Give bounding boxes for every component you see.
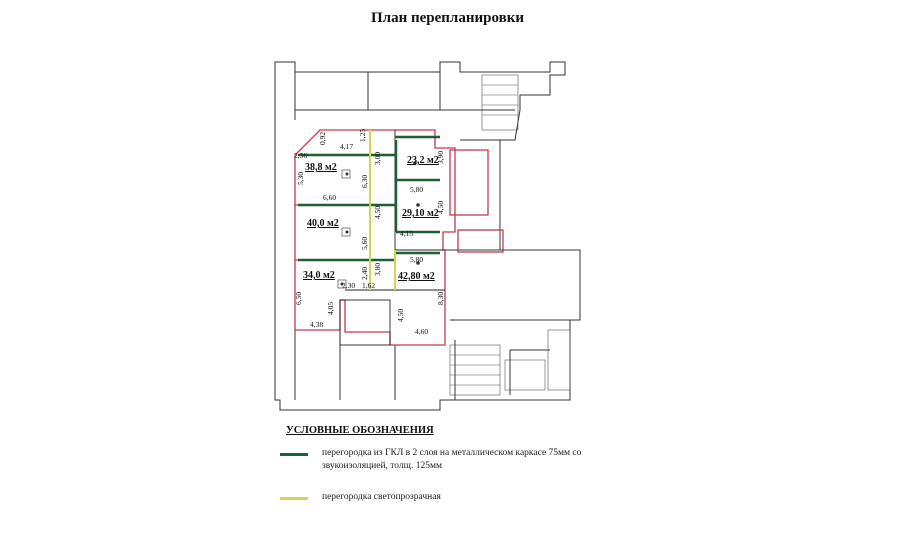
dimension-label: 4,60 [415,327,429,336]
dimension-label: 5,60 [360,236,369,250]
dimension-label: 1,25 [358,128,367,142]
dimension-label: 3,00 [373,151,382,165]
dimension-label: 6,60 [323,193,337,202]
dimension-label: 5,80 [410,255,424,264]
dimension-label: 2,30 [342,281,356,290]
floor-plan-page [250,0,645,550]
dimension-label: 6,50 [294,291,303,305]
dimension-label: 6,30 [360,174,369,188]
dimension-label: 2,40 [360,266,369,280]
dimension-label: 4,05 [326,301,335,315]
dimension-label: 5,80 [410,185,424,194]
page-title: План перепланировки [371,10,524,26]
staircases [450,75,570,395]
legend-item-label: перегородка из ГКЛ в 2 слоя на металлическом каркасе 75мм со звукоизоляцией, толщ. 125мм [322,448,582,471]
dimension-label: 3,90 [436,150,445,164]
room-area-label: 40,0 м2 [307,218,339,229]
glass-partition-swatch [280,497,308,500]
floor-plan-drawing [250,0,645,420]
room-area-label: 23,2 м2 [407,155,439,166]
dimension-label: 2,56 [294,151,308,160]
dimension-label: 8,30 [436,291,445,305]
room-area-label: 34,0 м2 [303,270,335,281]
dimension-label: 1,62 [362,281,376,290]
room-area-label: 38,8 м2 [305,162,337,173]
dimension-label: 5,30 [296,171,305,185]
room-area-label: 42,80 м2 [398,271,435,282]
dimension-label: 4,50 [436,200,445,214]
building-outline [275,62,580,410]
dimension-label: 4,38 [310,320,324,329]
legend-item-label: перегородка светопрозрачная [322,492,441,502]
dimension-label: 0,92 [318,131,327,145]
gkl-partition-swatch [280,453,308,456]
legend-heading: УСЛОВНЫЕ ОБОЗНАЧЕНИЯ [286,425,434,436]
dimension-label: 4,17 [340,142,354,151]
room-area-label: 29,10 м2 [402,208,439,219]
dimension-label: 3,80 [373,262,382,276]
dimension-label: 4,50 [373,205,382,219]
dimension-label: 4,50 [396,308,405,322]
dimension-label: 4,15 [400,229,414,238]
